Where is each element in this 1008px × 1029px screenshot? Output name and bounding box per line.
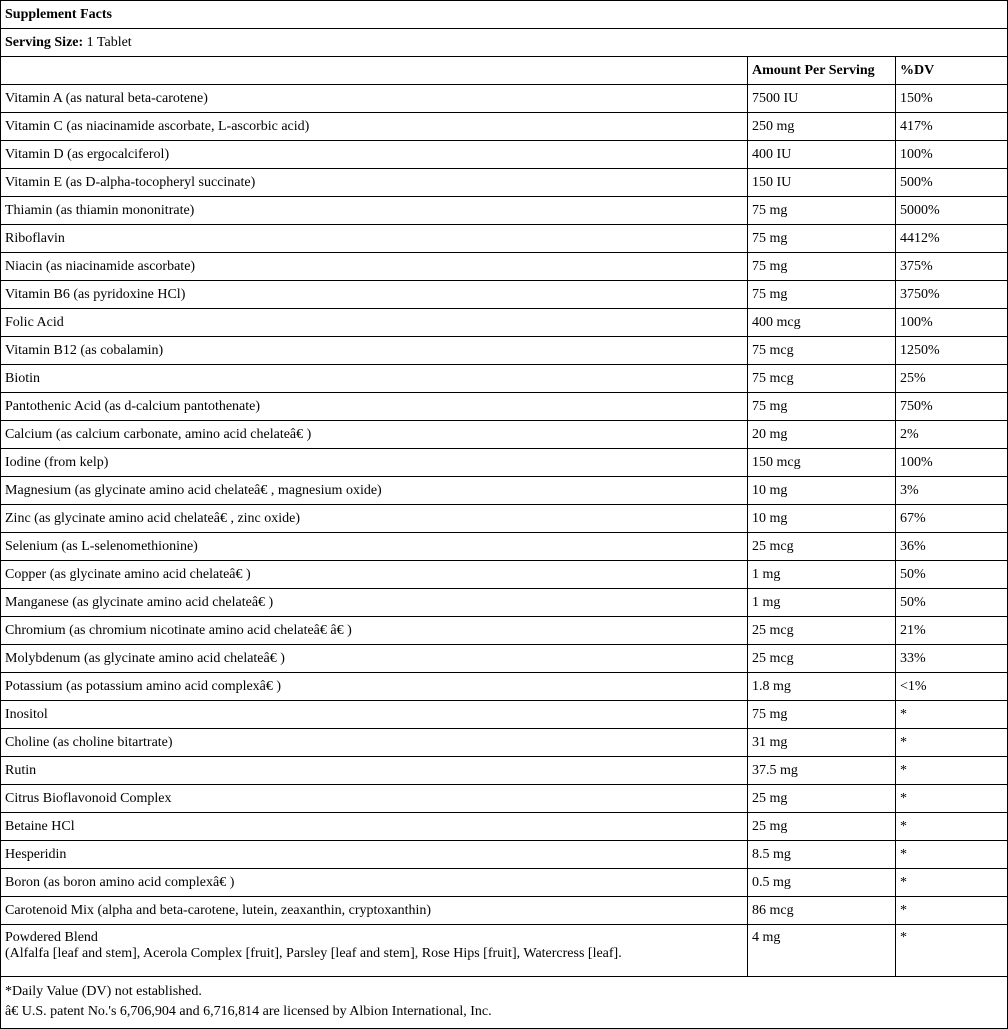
nutrient-name: Inositol bbox=[1, 701, 748, 729]
table-row bbox=[1, 897, 1008, 925]
nutrient-dv: 500% bbox=[896, 169, 1008, 197]
blend-name: Powdered Blend bbox=[5, 930, 98, 945]
nutrient-name: Zinc (as glycinate amino acid chelateâ€ , zinc oxide) bbox=[1, 505, 748, 533]
nutrient-amount: 86 mcg bbox=[748, 897, 896, 925]
nutrient-dv: * bbox=[896, 897, 1008, 925]
table-row bbox=[1, 729, 1008, 757]
serving-size-value: 1 Tablet bbox=[86, 34, 132, 50]
footnote-row bbox=[1, 977, 1008, 1029]
nutrient-name: Choline (as choline bitartrate) bbox=[1, 729, 748, 757]
nutrient-name: Carotenoid Mix (alpha and beta-carotene, lutein, zeaxanthin, cryptoxanthin) bbox=[1, 897, 748, 925]
nutrient-amount: 25 mcg bbox=[748, 645, 896, 673]
table-row bbox=[1, 85, 1008, 113]
table-row bbox=[1, 673, 1008, 701]
header-row bbox=[1, 57, 1008, 85]
nutrient-name: Rutin bbox=[1, 757, 748, 785]
nutrient-dv: 3750% bbox=[896, 281, 1008, 309]
footnotes bbox=[1, 977, 1008, 1029]
table-row bbox=[1, 701, 1008, 729]
nutrient-amount: 25 mcg bbox=[748, 617, 896, 645]
nutrient-amount: 0.5 mg bbox=[748, 869, 896, 897]
nutrient-amount: 10 mg bbox=[748, 505, 896, 533]
nutrient-dv: * bbox=[896, 785, 1008, 813]
nutrient-dv: 21% bbox=[896, 617, 1008, 645]
nutrient-amount: 37.5 mg bbox=[748, 757, 896, 785]
table-row bbox=[1, 869, 1008, 897]
nutrient-amount: 25 mg bbox=[748, 813, 896, 841]
nutrient-dv: * bbox=[896, 701, 1008, 729]
table-row bbox=[1, 561, 1008, 589]
nutrient-name: Vitamin C (as niacinamide ascorbate, L-ascorbic acid) bbox=[1, 113, 748, 141]
nutrient-name: Vitamin E (as D-alpha-tocopheryl succinate) bbox=[1, 169, 748, 197]
nutrient-name: Betaine HCl bbox=[1, 813, 748, 841]
nutrient-name: Niacin (as niacinamide ascorbate) bbox=[1, 253, 748, 281]
nutrient-name: Manganese (as glycinate amino acid chelateâ€ ) bbox=[1, 589, 748, 617]
nutrient-dv: 67% bbox=[896, 505, 1008, 533]
nutrient-amount: 25 mcg bbox=[748, 533, 896, 561]
nutrient-dv: * bbox=[896, 757, 1008, 785]
nutrient-dv: 33% bbox=[896, 645, 1008, 673]
nutrient-dv: * bbox=[896, 841, 1008, 869]
nutrient-amount: 7500 IU bbox=[748, 85, 896, 113]
nutrient-name: Vitamin B12 (as cobalamin) bbox=[1, 337, 748, 365]
table-row bbox=[1, 281, 1008, 309]
nutrient-amount: 75 mg bbox=[748, 701, 896, 729]
table-row-blend bbox=[1, 925, 1008, 977]
nutrient-dv: 750% bbox=[896, 393, 1008, 421]
nutrient-dv: 5000% bbox=[896, 197, 1008, 225]
table-row bbox=[1, 253, 1008, 281]
table-row bbox=[1, 841, 1008, 869]
table-row bbox=[1, 197, 1008, 225]
nutrient-name: Potassium (as potassium amino acid complexâ€ ) bbox=[1, 673, 748, 701]
nutrient-dv: * bbox=[896, 729, 1008, 757]
nutrient-dv: 4412% bbox=[896, 225, 1008, 253]
nutrient-name: Chromium (as chromium nicotinate amino acid chelateâ€ â€ ) bbox=[1, 617, 748, 645]
patent-footnote: â€ U.S. patent No.'s 6,706,904 and 6,716,814 are licensed by Albion International, Inc. bbox=[5, 1004, 492, 1019]
nutrient-amount: 400 IU bbox=[748, 141, 896, 169]
nutrient-dv: 50% bbox=[896, 589, 1008, 617]
blend-dv: * bbox=[896, 925, 1008, 977]
table-row bbox=[1, 617, 1008, 645]
nutrient-dv: 375% bbox=[896, 253, 1008, 281]
nutrient-amount: 75 mcg bbox=[748, 365, 896, 393]
nutrient-amount: 10 mg bbox=[748, 477, 896, 505]
table-row bbox=[1, 393, 1008, 421]
nutrient-dv: 100% bbox=[896, 141, 1008, 169]
nutrient-dv: * bbox=[896, 813, 1008, 841]
dv-footnote: *Daily Value (DV) not established. bbox=[5, 984, 202, 999]
nutrient-name: Calcium (as calcium carbonate, amino acid chelateâ€ ) bbox=[1, 421, 748, 449]
nutrient-amount: 400 mcg bbox=[748, 309, 896, 337]
table-title: Supplement Facts bbox=[1, 1, 1008, 29]
nutrient-name: Riboflavin bbox=[1, 225, 748, 253]
header-amount: Amount Per Serving bbox=[748, 57, 896, 85]
nutrient-amount: 150 mcg bbox=[748, 449, 896, 477]
nutrient-name: Pantothenic Acid (as d-calcium pantothenate) bbox=[1, 393, 748, 421]
nutrient-amount: 75 mg bbox=[748, 225, 896, 253]
nutrient-amount: 1.8 mg bbox=[748, 673, 896, 701]
nutrient-dv: 417% bbox=[896, 113, 1008, 141]
blend-cell bbox=[1, 925, 748, 977]
table-row bbox=[1, 421, 1008, 449]
header-nutrient bbox=[1, 57, 748, 85]
nutrient-dv: <1% bbox=[896, 673, 1008, 701]
nutrient-amount: 75 mg bbox=[748, 393, 896, 421]
nutrient-dv: 2% bbox=[896, 421, 1008, 449]
serving-row bbox=[1, 29, 1008, 57]
table-row bbox=[1, 757, 1008, 785]
nutrient-name: Vitamin A (as natural beta-carotene) bbox=[1, 85, 748, 113]
nutrient-name: Thiamin (as thiamin mononitrate) bbox=[1, 197, 748, 225]
nutrient-dv: 25% bbox=[896, 365, 1008, 393]
blend-amount: 4 mg bbox=[748, 925, 896, 977]
nutrient-dv: 36% bbox=[896, 533, 1008, 561]
nutrient-dv: 3% bbox=[896, 477, 1008, 505]
table-row bbox=[1, 169, 1008, 197]
nutrient-amount: 20 mg bbox=[748, 421, 896, 449]
nutrient-name: Folic Acid bbox=[1, 309, 748, 337]
nutrient-amount: 31 mg bbox=[748, 729, 896, 757]
table-row bbox=[1, 365, 1008, 393]
nutrient-amount: 75 mg bbox=[748, 281, 896, 309]
nutrient-name: Boron (as boron amino acid complexâ€ ) bbox=[1, 869, 748, 897]
nutrient-amount: 75 mg bbox=[748, 197, 896, 225]
nutrient-amount: 75 mcg bbox=[748, 337, 896, 365]
table-row bbox=[1, 477, 1008, 505]
table-row bbox=[1, 309, 1008, 337]
nutrient-name: Biotin bbox=[1, 365, 748, 393]
table-row bbox=[1, 785, 1008, 813]
nutrient-dv: 100% bbox=[896, 449, 1008, 477]
nutrient-amount: 8.5 mg bbox=[748, 841, 896, 869]
table-row bbox=[1, 645, 1008, 673]
serving-size bbox=[1, 29, 1008, 57]
nutrient-amount: 150 IU bbox=[748, 169, 896, 197]
table-row bbox=[1, 337, 1008, 365]
nutrient-dv: * bbox=[896, 869, 1008, 897]
title-row bbox=[1, 1, 1008, 29]
nutrient-name: Copper (as glycinate amino acid chelateâ€ ) bbox=[1, 561, 748, 589]
nutrient-dv: 100% bbox=[896, 309, 1008, 337]
nutrient-name: Vitamin D (as ergocalciferol) bbox=[1, 141, 748, 169]
nutrient-dv: 150% bbox=[896, 85, 1008, 113]
nutrient-dv: 1250% bbox=[896, 337, 1008, 365]
header-dv: %DV bbox=[896, 57, 1008, 85]
nutrient-name: Molybdenum (as glycinate amino acid chelateâ€ ) bbox=[1, 645, 748, 673]
table-row bbox=[1, 113, 1008, 141]
nutrient-name: Citrus Bioflavonoid Complex bbox=[1, 785, 748, 813]
nutrient-dv: 50% bbox=[896, 561, 1008, 589]
nutrient-name: Selenium (as L-selenomethionine) bbox=[1, 533, 748, 561]
nutrient-amount: 1 mg bbox=[748, 589, 896, 617]
nutrient-amount: 25 mg bbox=[748, 785, 896, 813]
nutrient-amount: 75 mg bbox=[748, 253, 896, 281]
serving-size-label: Serving Size: bbox=[5, 34, 84, 50]
nutrient-amount: 250 mg bbox=[748, 113, 896, 141]
table-row bbox=[1, 813, 1008, 841]
table-row bbox=[1, 449, 1008, 477]
table-row bbox=[1, 533, 1008, 561]
table-row bbox=[1, 589, 1008, 617]
nutrient-name: Magnesium (as glycinate amino acid chelateâ€ , magnesium oxide) bbox=[1, 477, 748, 505]
nutrient-name: Hesperidin bbox=[1, 841, 748, 869]
nutrient-amount: 1 mg bbox=[748, 561, 896, 589]
nutrient-name: Iodine (from kelp) bbox=[1, 449, 748, 477]
table-row bbox=[1, 505, 1008, 533]
nutrient-name: Vitamin B6 (as pyridoxine HCl) bbox=[1, 281, 748, 309]
table-row bbox=[1, 141, 1008, 169]
blend-detail: (Alfalfa [leaf and stem], Acerola Complex [fruit], Parsley [leaf and stem], Rose Hips [fruit], Watercress [leaf]. bbox=[5, 946, 622, 961]
table-row bbox=[1, 225, 1008, 253]
